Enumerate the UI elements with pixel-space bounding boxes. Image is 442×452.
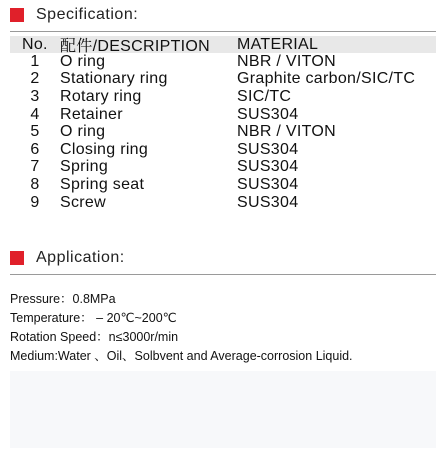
specification-divider xyxy=(10,31,436,32)
table-row xyxy=(10,106,436,124)
rotation-speed-text: Rotation Speed：n≤3000r/min xyxy=(10,330,179,344)
table-row xyxy=(10,123,436,141)
row-description: Spring xyxy=(60,158,109,176)
application-details xyxy=(10,290,353,366)
table-row xyxy=(10,88,436,106)
table-row xyxy=(10,159,436,177)
application-heading xyxy=(10,249,125,267)
row-description: Retainer xyxy=(60,105,123,123)
row-material: SIC/TC xyxy=(237,87,292,105)
table-header-row xyxy=(10,36,436,53)
temperature-text: Temperature： – 20℃~200℃ xyxy=(10,311,177,325)
row-no: 2 xyxy=(30,70,40,88)
specification-title: Specification: xyxy=(36,6,139,23)
row-description: O ring xyxy=(60,52,106,70)
section-marker-icon xyxy=(10,8,24,22)
application-divider xyxy=(10,274,436,275)
row-no: 1 xyxy=(30,52,40,70)
row-no: 6 xyxy=(30,140,40,158)
header-no: No. xyxy=(22,35,48,53)
specification-table xyxy=(10,36,436,211)
application-title: Application: xyxy=(36,249,125,266)
row-description: Rotary ring xyxy=(60,87,142,105)
specification-heading xyxy=(10,6,138,24)
row-no: 3 xyxy=(30,87,40,105)
table-row xyxy=(10,141,436,159)
row-no: 4 xyxy=(30,105,40,123)
row-material: SUS304 xyxy=(237,105,299,123)
pressure-text: Pressure：0.8MPa xyxy=(10,292,116,306)
blank-panel xyxy=(10,371,436,448)
table-row xyxy=(10,194,436,212)
row-description: Closing ring xyxy=(60,140,149,158)
row-material: NBR / VITON xyxy=(237,123,337,141)
header-material: MATERIAL xyxy=(237,35,319,53)
header-description: 配件/DESCRIPTION xyxy=(60,38,210,55)
table-row xyxy=(10,71,436,89)
row-no: 8 xyxy=(30,175,40,193)
medium-text: Medium:Water 、Oil、Solbvent and Average-corrosion Liquid. xyxy=(10,349,353,363)
row-material: NBR / VITON xyxy=(237,52,337,70)
row-description: O ring xyxy=(60,123,106,141)
table-row xyxy=(10,53,436,71)
row-material: SUS304 xyxy=(237,158,299,176)
row-material: SUS304 xyxy=(237,140,299,158)
row-material: SUS304 xyxy=(237,193,299,211)
row-no: 5 xyxy=(30,123,40,141)
row-description: Screw xyxy=(60,193,106,211)
row-no: 7 xyxy=(30,158,40,176)
table-row xyxy=(10,176,436,194)
row-no: 9 xyxy=(30,193,40,211)
row-description: Stationary ring xyxy=(60,70,168,88)
section-marker-icon xyxy=(10,251,24,265)
row-description: Spring seat xyxy=(60,175,145,193)
row-material: SUS304 xyxy=(237,175,299,193)
row-material: Graphite carbon/SIC/TC xyxy=(237,70,416,88)
